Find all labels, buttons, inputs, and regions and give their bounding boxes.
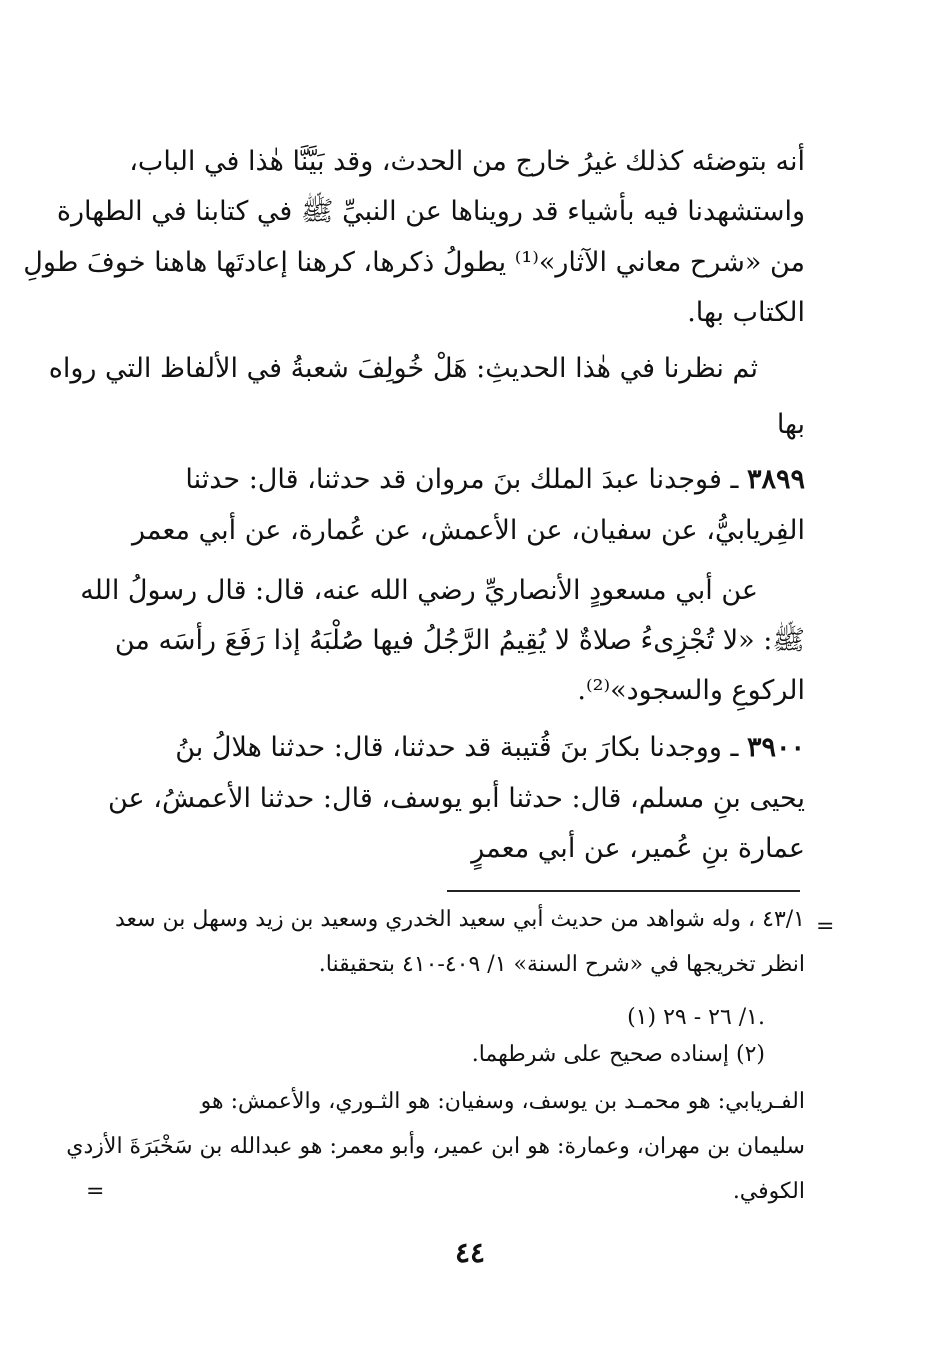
body-line: عمارة بنِ عُمير، عن أبي معمرٍ — [471, 833, 805, 864]
body-line: واستشهدنا فيه بأشياء قد رويناها عن النبيِّ ﷺ في كتابنا في الطهارة — [56, 196, 805, 227]
body-line: يحيى بنِ مسلم، قال: حدثنا أبو يوسف، قال: حدثنا الأعمشُ، عن — [108, 783, 805, 814]
body-line: ثم نظرنا في هٰذا الحديثِ: هَلْ خُولِفَ شعبةُ في الألفاظ التي رواه — [48, 353, 758, 384]
footnote-line: الكوفي. — [732, 1179, 805, 1204]
hadith-text: ـ فوجدنا عبدَ الملك بنَ مروان قد حدثنا، قال: حدثنا — [185, 464, 739, 495]
footnote-end-marker: = — [86, 1179, 105, 1204]
footnote-line: انظر تخريجها في «شرح السنة» ١/ ٤٠٩-٤١٠ بتحقيقنا. — [318, 952, 805, 977]
body-line: الركوعِ والسجود»⁽²⁾. — [577, 675, 805, 706]
footnote-separator — [447, 890, 800, 892]
hadith-3900-line — [175, 731, 805, 765]
hadith-number: ٣٩٠٠ — [746, 732, 805, 763]
footnote-line: سليمان بن مهران، وعمارة: هو ابن عمير، وأبو معمر: هو عبدالله بن سَخْبَرَةَ الأزدي — [66, 1134, 805, 1159]
body-line: الكتاب بها. — [687, 297, 805, 328]
body-line: ﷺ: «لا تُجْزِىءُ صلاةٌ لا يُقِيمُ الرَّجُلُ فيها صُلْبَهُ إذا رَفَعَ رأسَه من — [114, 625, 805, 656]
footnote-continuation-marker: = — [816, 914, 835, 939]
footnote-2: (٢) إسناده صحيح على شرطهما. — [471, 1042, 765, 1067]
body-line: من «شرح معاني الآثار»⁽¹⁾ يطولُ ذكرها، كرهنا إعادتَها هاهنا خوفَ طولِ — [23, 247, 805, 278]
footnote-1: (١) ١/ ٢٦ - ٢٩. — [627, 1005, 765, 1030]
body-line: أنه بتوضئه كذلك غيرُ خارج من الحدث، وقد بَيَّنَّا هٰذا في الباب، — [129, 146, 805, 177]
page-number: ٤٤ — [454, 1236, 486, 1269]
hadith-3899-line — [185, 463, 805, 497]
hadith-number: ٣٨٩٩ — [746, 464, 805, 495]
body-line: الفِريابيُّ، عن سفيان، عن الأعمش، عن عُمارة، عن أبي معمر — [132, 515, 805, 546]
footnote-line: الفـريابي: هو محمـد بن يوسف، وسفيان: هو الثـوري، والأعمش: هو — [200, 1089, 805, 1114]
footnote-line: ٤٣/١ ، وله شواهد من حديث أبي سعيد الخدري وسعيد بن زيد وسهل بن سعد — [114, 907, 805, 932]
hadith-text: ـ ووجدنا بكارَ بنَ قُتيبة قد حدثنا، قال: حدثنا هلالُ بنُ — [175, 732, 739, 763]
body-line: عن أبي مسعودٍ الأنصاريِّ رضي الله عنه، قال: قال رسولُ الله — [80, 575, 758, 606]
body-line: بها — [776, 409, 805, 440]
